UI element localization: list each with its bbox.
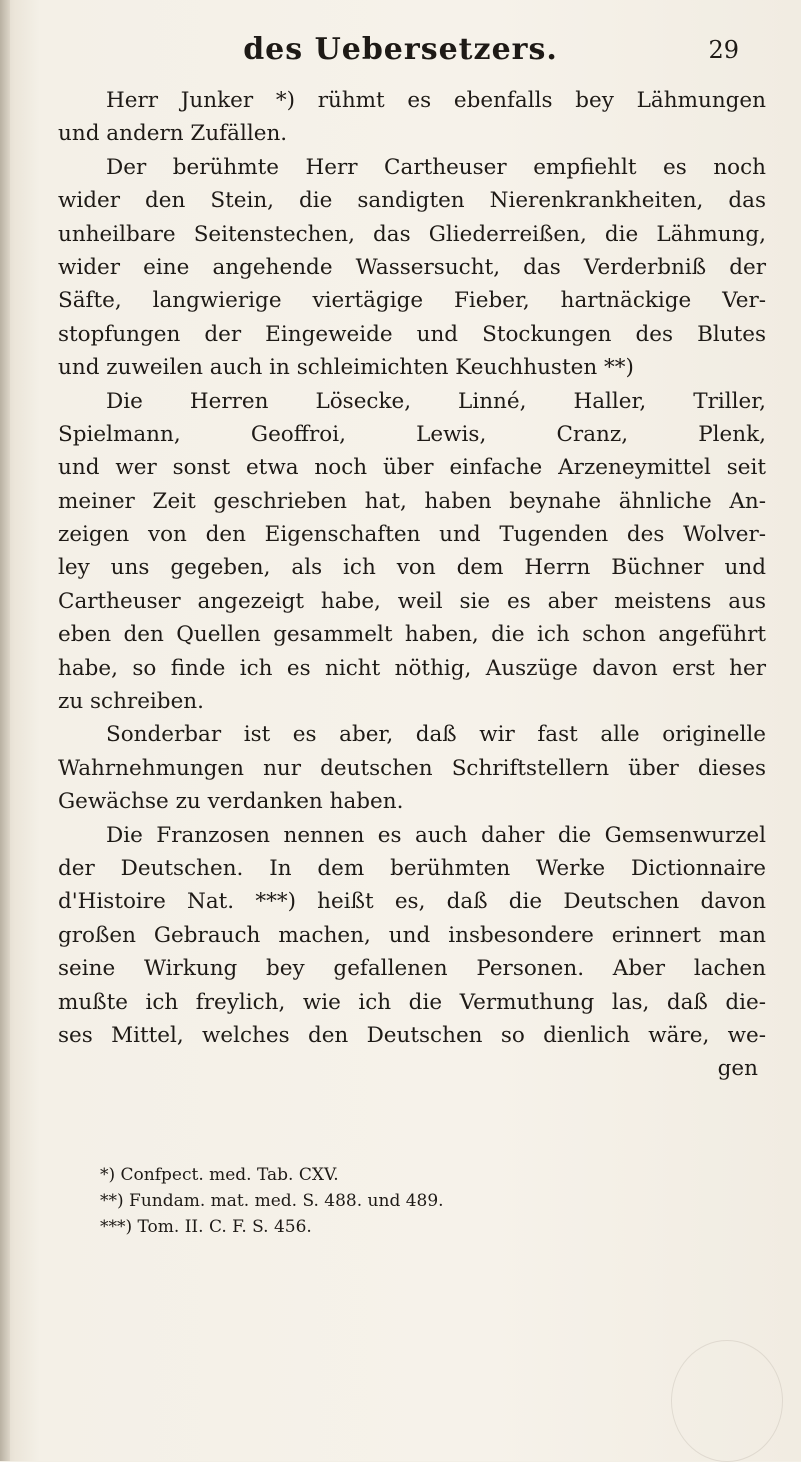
text-line: der Deutschen. In dem berühmten Werke Dictionnaire	[58, 855, 766, 881]
text-line: Der berühmte Herr Cartheuser empfiehlt es noch	[106, 154, 766, 180]
body-text	[58, 84, 766, 1086]
text-line: und zuweilen auch in schleimichten Keuchhusten **)	[58, 355, 634, 381]
text-line: d'Histoire Nat. ***) heißt es, daß die Deutschen davon	[58, 889, 766, 915]
text-line: stopfungen der Eingeweide und Stockungen des Blutes	[58, 321, 766, 347]
text-line: Säfte, langwierige viertägige Fieber, hartnäckige Ver-	[58, 288, 766, 314]
paper-stain	[671, 1340, 783, 1462]
running-head	[0, 28, 801, 78]
footnotes	[100, 1162, 660, 1240]
footnote: ***) Tom. II. C. F. S. 456.	[100, 1217, 312, 1237]
text-line: zeigen von den Eigenschaften und Tugenden des Wolver-	[58, 522, 766, 548]
catchword: gen	[717, 1056, 758, 1082]
text-line: Herr Junker *) rühmt es ebenfalls bey Lähmungen	[106, 88, 766, 113]
page-gutter	[0, 0, 10, 1461]
text-line: Wahrnehmungen nur deutschen Schriftstellern über dieses	[58, 755, 766, 781]
text-line: und andern Zufällen.	[58, 121, 288, 147]
text-line: mußte ich freylich, wie ich die Vermuthung las, daß die-	[58, 989, 766, 1015]
text-line: ses Mittel, welches den Deutschen so dienlich wäre, we-	[58, 1022, 766, 1048]
text-line: habe, so finde ich es nicht nöthig, Auszüge davon erst her	[58, 655, 766, 681]
text-line: Cartheuser angezeigt habe, weil sie es aber meistens aus	[58, 588, 766, 614]
text-line: ley uns gegeben, als ich von dem Herrn Büchner und	[58, 555, 766, 581]
running-title: des Uebersetzers.	[243, 32, 558, 67]
text-line: wider eine angehende Wassersucht, das Verderbniß der	[58, 254, 766, 280]
text-line: Die Herren Lösecke, Linné, Haller, Triller,	[106, 388, 766, 414]
footnote: **) Fundam. mat. med. S. 488. und 489.	[100, 1191, 444, 1211]
text-line: Sonderbar ist es aber, daß wir fast alle originelle	[106, 722, 766, 748]
text-line: wider den Stein, die sandigten Nierenkrankheiten, das	[58, 188, 766, 214]
text-line: großen Gebrauch machen, und insbesondere erinnert man	[58, 922, 766, 948]
footnote: *) Confpect. med. Tab. CXV.	[100, 1165, 339, 1185]
text-line: und wer sonst etwa noch über einfache Arzeneymittel seit	[58, 455, 766, 481]
text-line: seine Wirkung bey gefallenen Personen. Aber lachen	[58, 956, 766, 982]
page-number: 29	[708, 36, 739, 64]
text-line: zu schreiben.	[58, 689, 204, 715]
text-line: Die Franzosen nennen es auch daher die Gemsenwurzel	[106, 822, 766, 848]
text-line: Gewächse zu verdanken haben.	[58, 789, 404, 815]
text-line: unheilbare Seitenstechen, das Gliederreißen, die Lähmung,	[58, 221, 766, 247]
text-line: meiner Zeit geschrieben hat, haben beynahe ähnliche An-	[58, 488, 766, 514]
text-line: eben den Quellen gesammelt haben, die ich schon angeführt	[58, 622, 766, 648]
text-line: Spielmann, Geoffroi, Lewis, Cranz, Plenk,	[58, 421, 766, 447]
